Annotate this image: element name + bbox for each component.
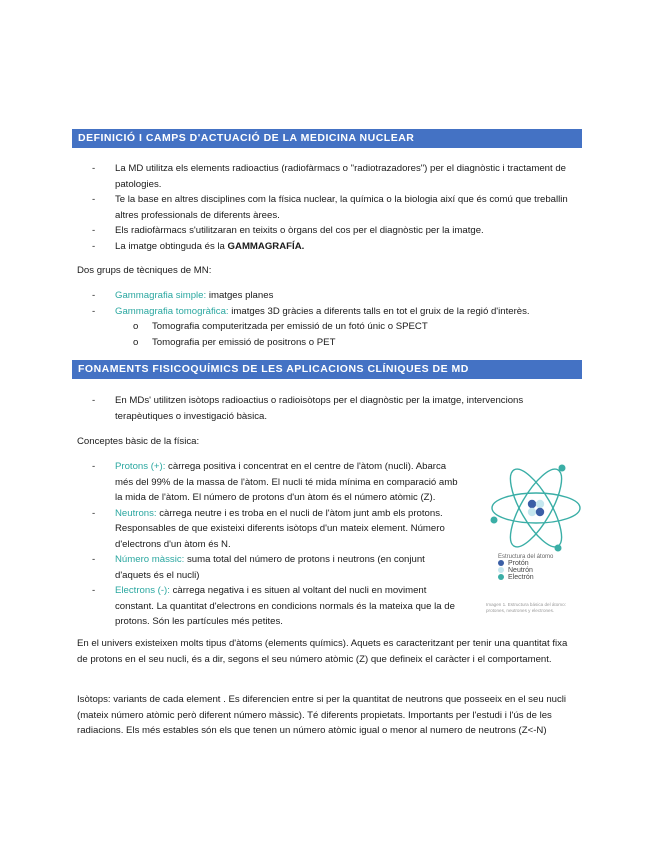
list-item: - Te la base en altres disciplines com la física nuclear, la química o la biologia així que és comú que treballin altres professionals de diferents àrees. — [92, 192, 582, 223]
technique-label: Gammagrafia simple: — [115, 290, 207, 301]
tomography-sublist — [115, 319, 582, 350]
list-item — [92, 304, 582, 351]
list-item: - La MD utilitza els elements radioactius (radiofàrmacs o "radiotrazadores") per el diagnòstic i tractament de patologies. — [92, 161, 582, 192]
atom-icon — [486, 462, 586, 554]
list-item — [92, 506, 462, 553]
groups-intro: Dos grups de tècniques de MN: — [77, 265, 212, 276]
concept-text: càrrega neutre i es troba en el nucli de l'àtom junt amb els protons. Responsables de que existeixi diferents isòtops d'un mateix element. Número d'electrons d'un àtom és N. — [115, 507, 445, 550]
concept-text: càrrega negativa i es situen al voltant del nucli en moviment constant. La quantitat d'electrons en condicions normals és la mateixa que la de protons. Són les partícules més petites. — [115, 585, 455, 627]
concept-text: càrrega positiva i concentrat en el centre de l'àtom (nucli). Abarca més del 99% de la massa de l'àtom. El nucli té mida mínima en comparació amb la mida de l'àtom. El número de protons d'un àtom és el número atòmic (Z). — [115, 461, 458, 503]
list-item — [92, 583, 462, 630]
atom-legend — [498, 554, 553, 581]
section-heading-nuclear-medicine: DEFINICIÓ I CAMPS D'ACTUACIÓ DE LA MEDICINA NUCLEAR — [72, 129, 582, 148]
concept-label: Protons (+): — [115, 461, 166, 472]
technique-text: imatges planes — [206, 290, 274, 301]
sub-list-item: o Tomografia per emissió de positrons o PET — [133, 335, 582, 351]
list-item — [92, 459, 462, 506]
legend-title: Estructura del átomo — [498, 554, 554, 560]
figure-caption: Imagen 1. Estructura básica del átomo: protones, neutrones y electrones. — [486, 602, 566, 613]
isotopes-list — [92, 393, 572, 424]
list-item: - Els radiofàrmacs s'utilitzaran en teixits o òrgans del cos per el diagnòstic per la imatge. — [92, 223, 582, 239]
concept-label: Neutrons: — [115, 507, 157, 519]
concept-label: Electrons (-): — [115, 585, 170, 596]
electron-dot-icon — [498, 574, 504, 580]
concept-text: suma total del número de protons i neutrons (en conjunt d'aquets és el nucli) — [115, 554, 425, 581]
legend-item-neutron — [498, 567, 553, 574]
legend-item-electron — [498, 574, 553, 581]
list-item-text: La imatge obtinguda és la — [115, 240, 228, 252]
section-heading-physicochemical: FONAMENTS FISICOQUÍMICS DE LES APLICACIONS CLÍNIQUES DE MD — [72, 360, 582, 379]
list-item: - En MDs' utilitzen isòtops radioactius o radioisòtops per el diagnòstic per la imatge, intervencions terapèutiques o investigació bàsica. — [92, 393, 572, 424]
legend-label: Neutrón — [508, 567, 533, 574]
proton-dot-icon — [498, 560, 504, 566]
legend-item-proton — [498, 560, 553, 567]
concepts-list — [92, 459, 462, 630]
gammagrafia-term: GAMMAGRAFÍA. — [227, 240, 305, 252]
definition-list — [92, 161, 582, 254]
techniques-list — [92, 288, 582, 350]
legend-label: Protón — [508, 560, 529, 567]
list-item — [92, 239, 582, 255]
technique-label: Gammagrafia tomogràfica: — [115, 305, 229, 317]
legend-label: Electrón — [508, 574, 534, 581]
concept-label: Número màssic: — [115, 554, 185, 565]
isotopes-paragraph: Isòtops: variants de cada element . Es diferencien entre si per la quantitat de neutrons que posseeix en el seu nucli (mateix número atòmic però diferent número màssic). Té diferents propietats. Importants per l'estudi i l'ús de les radiacions. Els més estables són els que tenen un número atòmic igual o menor al numero de neutrons (Z<-N) — [77, 694, 567, 736]
list-item — [92, 552, 462, 583]
neutron-dot-icon — [498, 567, 504, 573]
sub-list-item: o Tomografia computeritzada per emissió de un fotó únic o SPECT — [133, 319, 582, 335]
list-item — [92, 288, 582, 304]
technique-text: imatges 3D gràcies a diferents talls en tot el gruix de la regió d'interès. — [228, 305, 530, 317]
elements-paragraph: En el univers existeixen molts tipus d'àtoms (elements químics). Aquets es caracteritzant per tenir una quantitat fixa de protons en el seu nucli, és a dir, segons el seu número atòmic (Z) que defineix el caràcter i el comportament. — [77, 638, 568, 665]
atom-figure — [486, 462, 586, 610]
concepts-title: Conceptes bàsic de la física: — [77, 436, 200, 447]
